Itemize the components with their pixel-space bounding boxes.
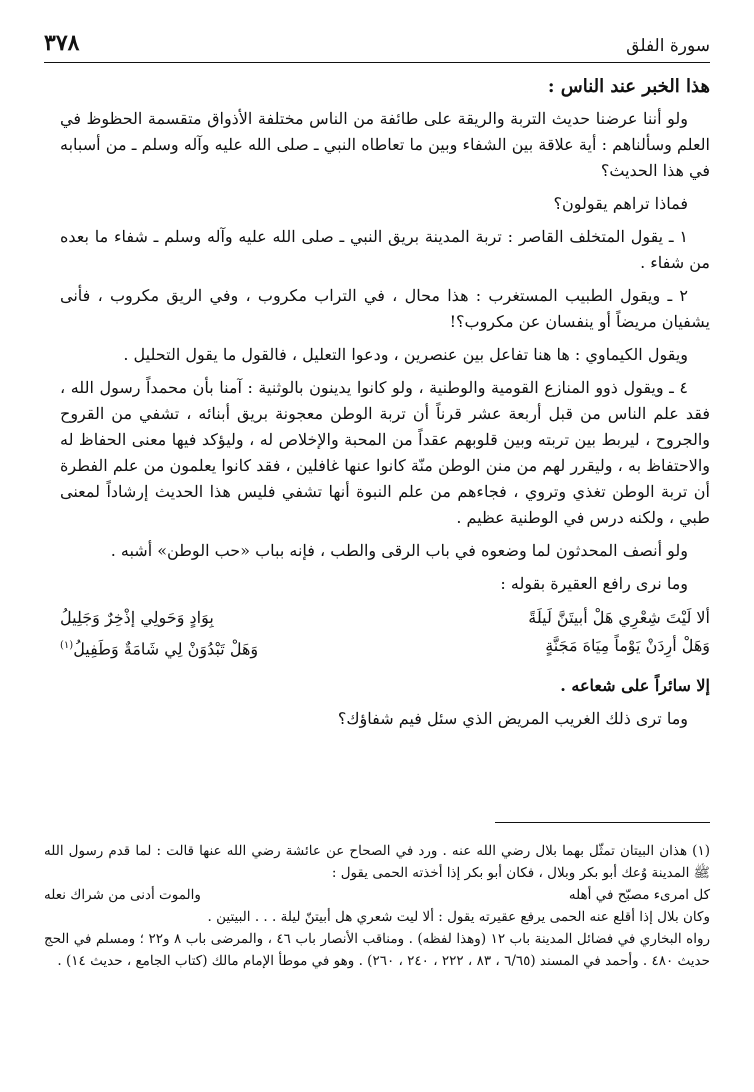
paragraph-poem-intro: وما نرى رافع العقيرة بقوله :: [500, 574, 688, 593]
poem-hemistich-text: وَهَلْ تَبْدُوَنْ لِي شَامَةٌ وَطَفِيلُ: [73, 639, 259, 659]
paragraph-view-3: ويقول الكيماوي : ها هنا تفاعل بين عنصرين ، ودعوا التعليل ، فالقول ما يقول التحليل .: [123, 345, 688, 364]
running-title: سورة الفلق: [626, 36, 710, 56]
poem-hemistich-second: [60, 632, 372, 663]
poem-hemistich-first: ألا لَيْتَ شِعْرِي هَلْ أبيتَنَّ لَيلَةً: [528, 608, 710, 627]
paragraph-view-1: ١ ـ يقول المتخلف القاصر : تربة المدينة بريق النبي ـ صلى الله عليه وآله وسلم ـ شفاء ما بعده من شفاء .: [60, 227, 710, 272]
page-number: ٣٧٨: [44, 30, 80, 56]
paragraph-closing-question: وما ترى ذلك الغريب المريض الذي سئل فيم شفاؤك؟: [337, 709, 688, 729]
footnote-hemistich-first: كل امرىء مصبّح في أهله: [568, 887, 710, 903]
footnote-marker: (١): [60, 640, 74, 651]
paragraph-after-poem: إلا سائراً على شعاعه .: [560, 676, 710, 696]
poem-verse: [60, 632, 710, 663]
poem: [60, 604, 710, 663]
paragraph-view-2: ٢ ـ ويقول الطبيب المستغرب : هذا محال ، في التراب مكروب ، وفي الريق مكروب ، فأنى يشفيان مريضاً أو ينفسان عن مكروب؟!: [60, 286, 710, 331]
paragraph-hadith-note: ولو أنصف المحدثون لما وضعوه في باب الرقى والطب ، فإنه بباب «حب الوطن» أشبه .: [110, 541, 688, 560]
footnote-verse: [44, 884, 710, 906]
paragraph-question: فماذا تراهم يقولون؟: [553, 194, 688, 213]
main-text: [60, 74, 710, 739]
footnotes: [44, 840, 710, 972]
paragraph-view-4: ٤ ـ ويقول ذوو المنازع القومية والوطنية ، ولو كانوا يدينون بالوثنية : آمنا بأن محمداً رسول الله ، فقد علم الناس من قبل أربعة عشر قرناً أن تربة الوطن معجونة بريق أبنائه ، تشفي من القروح والجروح ، ليربط بين تربته وبين قلوبهم عقداً من المحبة والإخلاص له ، وليؤكد فيها معنى الحفاظ له والاحتفاظ به ، وليقرر لهم من منن الوطن منّة كانوا عنها غافلين ، فقد كانوا يعلمون من علم الفطرة أن تربة الوطن تغذي وتروي ، فجاءهم من علم النبوة أنها تشفي فليس هذا الحديث إرشاداً لمعنى طبي ، ولكنه درس في الوطنية عظيم .: [60, 378, 711, 527]
poem-hemistich-second: بِوَادٍ وَحَولِي إذْخِرٌ وَجَلِيلُ: [60, 608, 214, 627]
footnote-separator: [495, 822, 710, 823]
footnote-hemistich-second: والموت أدنى من شراك نعله: [44, 887, 201, 903]
poem-hemistich-first: وَهَلْ أرِدَنْ يَوْماً مِيَاهَ مَجَنَّةٍ: [545, 636, 710, 655]
page-header: [44, 22, 710, 63]
footnote-text: (١) هذان البيتان تمثّل بهما بلال رضي الله عنه . ورد في الصحاح عن عائشة رضي الله عنها قالت : لما قدم رسول الله ﷺ المدينة وُعك أبو بكر وبلال ، فكان أبو بكر إذا أخذته الحمى يقول :: [44, 843, 710, 881]
footnote-text: وكان بلال إذا أقلع عنه الحمى يرفع عقيرته يقول : ألا ليت شعري هل أبيتنّ ليلة . . . البيتين .: [207, 909, 710, 925]
poem-verse: [60, 604, 710, 632]
paragraph-intro: ولو أننا عرضنا حديث التربة والريقة على طائفة من الناس مختلفة الأذواق متقسمة الحظوظ في العلم وسألناهم : أية علاقة بين الشفاء وبين ما تعاطاه النبي ـ صلى الله عليه وآله وسلم ـ من أسبابه في هذا الحديث؟: [60, 109, 710, 180]
section-heading: هذا الخبر عند الناس :: [547, 76, 710, 97]
footnote-source: رواه البخاري في فضائل المدينة باب ١٢ (وهذا لفظه) . ومناقب الأنصار باب ٤٦ ، والمرضى باب ٨ و٢٢ ؛ ومسلم في الحج حديث ٤٨٠ . وأحمد في المسند (٦/٦٥ ، ٨٣ ، ٢٢٢ ، ٢٤٠ ، ٢٦٠) . وهو في موطأ الإمام مالك (كتاب الجامع ، حديث ١٤) .: [44, 931, 710, 969]
